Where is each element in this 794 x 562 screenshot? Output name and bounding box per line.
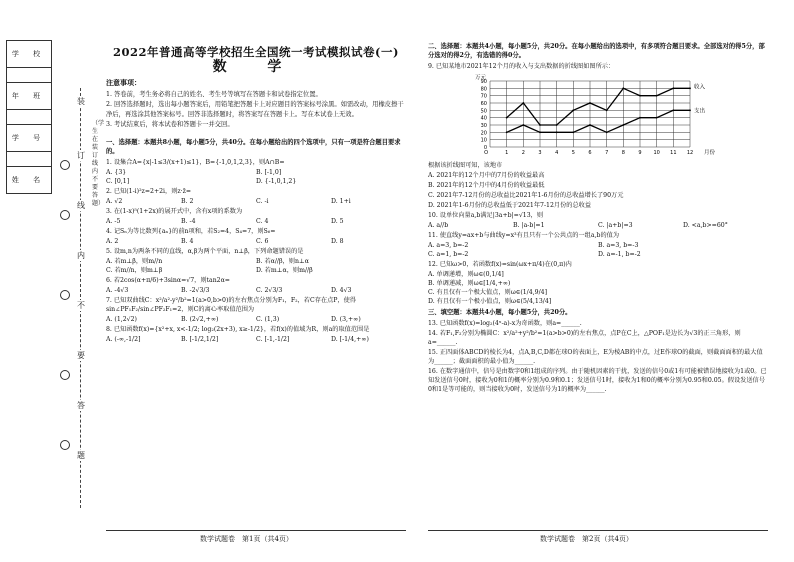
section-heading: 三、填空题：本题共4小题，每小题5分，共20分。 xyxy=(428,309,572,316)
info-field-name[interactable]: 姓 名 xyxy=(7,167,52,194)
question-stem: 9. 已知某地市2021年12个月的收入与支出数据的折线图如图所示： xyxy=(428,63,615,70)
option[interactable]: C. |a+b|=3 xyxy=(598,222,633,229)
question-stem: 6. 若2cos(α+π/6)+3sinα=√7，则tan2α= xyxy=(106,277,230,284)
option[interactable]: B. |a-b|=1 xyxy=(513,222,545,229)
series-line-0 xyxy=(507,88,690,125)
section-heading: 一、选择题：本题共8小题，每小题5分，共40分。在每小题给出的四个选项中，只有一项是符合题目要求的。 xyxy=(106,139,401,155)
info-field-number[interactable]: 学 号 xyxy=(7,125,52,152)
option[interactable]: B. -4 xyxy=(181,218,196,225)
option[interactable]: D. {-1,0,1,2} xyxy=(256,178,297,185)
page-footer-right: 数学试题卷 第2页（共4页） xyxy=(540,535,633,543)
data-point xyxy=(556,124,558,126)
x-tick-label: 9 xyxy=(638,150,642,156)
option[interactable]: A. 2021年的12个月中的7月份的收益最高 xyxy=(428,172,545,179)
fill-question: 13. 已知函数f(x)=log₂(4ˣ-a)-x为奇函数，则a=______. xyxy=(428,320,582,327)
options-row xyxy=(106,335,406,344)
y-tick-label: 30 xyxy=(480,123,487,129)
option[interactable]: A. -4√3 xyxy=(106,287,129,294)
option[interactable]: D. 有且仅有一个极小值点，则ω∈(5/4,13/4] xyxy=(428,298,552,305)
data-point xyxy=(522,124,524,126)
data-point xyxy=(506,131,508,133)
x-axis-label: 月份 xyxy=(704,150,716,156)
option[interactable]: C. [-1,-1/2] xyxy=(256,336,290,343)
option[interactable]: C. -i xyxy=(256,198,269,205)
options-row xyxy=(428,241,768,250)
seal-char: 装 xyxy=(74,96,88,107)
binding-hole xyxy=(60,290,70,300)
section1-questions xyxy=(106,158,406,344)
data-point xyxy=(606,109,608,111)
y-tick-label: 40 xyxy=(480,115,487,122)
option[interactable]: B. -2√3/3 xyxy=(181,287,210,294)
x-tick-label: 4 xyxy=(555,150,559,156)
section2-questions xyxy=(428,211,768,306)
y-tick-label: 50 xyxy=(480,108,487,115)
x-tick-label: 11 xyxy=(670,150,677,156)
data-point xyxy=(656,117,658,119)
option[interactable]: A. a//b xyxy=(428,222,449,229)
option[interactable]: A. 2 xyxy=(106,238,119,245)
seal-char: 线 xyxy=(74,200,88,211)
option[interactable]: B. 2021年的12个月中的4月份的收益最低 xyxy=(428,182,545,189)
series-line-1 xyxy=(507,110,690,132)
seal-char: 订 xyxy=(74,150,88,161)
option[interactable]: D. (3,+∞) xyxy=(331,316,361,323)
binding-hole xyxy=(60,440,70,450)
x-tick-label: 5 xyxy=(571,150,575,156)
option[interactable]: B. a=3, b=-3 xyxy=(598,242,639,249)
x-tick-label: 7 xyxy=(605,150,609,156)
fill-question: 15. 正四面体ABCD的棱长为4，点A,B,C,D都在球O的表面上，E为棱AB的中点，过E作球O的截面，则截面面积的最大值为______；截面面积的最小值为______. xyxy=(428,349,763,365)
data-point xyxy=(572,131,574,133)
option[interactable]: B. 4 xyxy=(181,238,194,245)
option[interactable]: B. 若α//β，则n⊥α xyxy=(256,258,309,265)
right-column xyxy=(428,40,768,395)
option[interactable]: D. 8 xyxy=(331,238,344,245)
data-point xyxy=(572,109,574,111)
series-label: 支出 xyxy=(694,108,706,115)
y-tick-label: 80 xyxy=(480,86,487,93)
option[interactable]: D. <a,b>=60° xyxy=(683,222,728,229)
option[interactable]: A. √2 xyxy=(106,198,123,205)
y-tick-label: 90 xyxy=(480,79,487,85)
question-text: 根据该折线图可知，该地市 xyxy=(428,162,503,169)
x-tick-label: 6 xyxy=(588,150,592,156)
option[interactable]: C. 4 xyxy=(256,218,269,225)
option[interactable]: B. (2√2,+∞) xyxy=(181,316,219,323)
binding-note: （学生在装订线内不要答题） xyxy=(92,120,105,207)
option[interactable]: C. 有且仅有一个极大值点，则ω∈(1/4,9/4] xyxy=(428,289,548,296)
question-stem: 7. 已知双曲线C：x²/a²-y²/b²=1(a>0,b>0)的左右焦点分别为F₁，F₂，若C存在点P，使得sin∠PF₁F₂/sin∠PF₂F₁=2，则C的离心率取值范围为 xyxy=(106,297,356,313)
option[interactable]: A. 若m⊥β，则m//n xyxy=(106,258,163,265)
info-field-school[interactable]: 学 校 xyxy=(7,41,52,68)
option[interactable]: A. 单调递增，则ω∈(0,1/4] xyxy=(428,271,504,278)
option[interactable]: C. 2√3/3 xyxy=(256,287,283,294)
left-column xyxy=(106,40,406,344)
option[interactable]: B. 2 xyxy=(181,198,194,205)
x-tick-label: 8 xyxy=(621,150,625,156)
option[interactable]: D. 若m⊥α，则m//β xyxy=(256,267,313,274)
options-row xyxy=(106,197,406,206)
data-point xyxy=(672,109,674,111)
binding-hole xyxy=(60,160,70,170)
student-info-table xyxy=(6,40,52,194)
footer-rule xyxy=(428,530,768,531)
seal-char: 要 xyxy=(74,350,88,361)
data-point xyxy=(506,117,508,119)
data-point xyxy=(672,87,674,89)
seal-char: 题 xyxy=(74,450,88,461)
options-row xyxy=(428,297,768,306)
x-tick-label: 12 xyxy=(686,150,694,156)
option[interactable]: C. 6 xyxy=(256,238,269,245)
y-tick-label: 70 xyxy=(480,93,487,100)
options-row xyxy=(428,279,768,288)
data-point xyxy=(556,131,558,133)
options-row xyxy=(428,270,768,279)
options-row xyxy=(106,257,406,266)
data-point xyxy=(689,109,691,111)
income-expense-chart xyxy=(468,73,728,159)
option[interactable]: B. [-1/2,1/2] xyxy=(181,336,219,343)
chart-svg xyxy=(468,73,728,159)
data-point xyxy=(656,95,658,97)
x-tick-label: 3 xyxy=(538,150,542,156)
note-item: 1. 答卷前，考生务必将自己的姓名、考生号等填写在答题卡和试卷指定位置。 xyxy=(106,91,322,98)
data-point xyxy=(589,102,591,104)
option[interactable]: A. a=3, b=-2 xyxy=(428,242,469,249)
option[interactable]: A. (-∞,-1/2] xyxy=(106,336,141,343)
exam-subject: 数 学 xyxy=(212,59,300,75)
data-point xyxy=(689,87,691,89)
option[interactable]: D. 4√3 xyxy=(331,287,352,294)
y-tick-label: 60 xyxy=(480,101,487,107)
section-heading: 二、选择题：本题共4小题，每小题5分，共20分。在每小题给出的选项中，有多项符合题目要求。全部选对的得5分，部分选对的得2分，有选错的得0分。 xyxy=(428,43,765,59)
question-stem: 2. 已知(1-i)²z=2+2i，则z·z̄= xyxy=(106,188,192,195)
option[interactable]: C. (1,3) xyxy=(256,316,280,323)
options-row xyxy=(428,250,768,259)
question-stem: 12. 已知ω>0，若函数f(x)=sin(ωx+π/4)在(0,π)内 xyxy=(428,261,572,268)
options-row xyxy=(106,177,406,186)
option[interactable]: A. {3} xyxy=(106,169,127,176)
option[interactable]: C. 若m//n，则m⊥β xyxy=(106,267,163,274)
data-point xyxy=(606,131,608,133)
option[interactable]: D. 1+i xyxy=(331,198,351,205)
option[interactable]: A. -5 xyxy=(106,218,121,225)
question-stem: 8. 已知函数f(x)={x²+x, x<-1/2; log₂(2x+3), x≥-1/2}，若f(x)的值域为R，则a的取值范围是 xyxy=(106,326,370,333)
data-point xyxy=(639,95,641,97)
series-label: 收入 xyxy=(694,84,706,91)
data-point xyxy=(639,117,641,119)
option[interactable]: C. a=1, b=-2 xyxy=(428,251,469,258)
option[interactable]: A. (1,2√2) xyxy=(106,316,137,323)
note-item: 3. 考试结束后，将本试卷和答题卡一并交回。 xyxy=(106,121,234,128)
option[interactable]: C. 2021年7-12月份的总收益比2021年1-6月份的总收益增长了90万元 xyxy=(428,192,624,199)
data-point xyxy=(622,124,624,126)
seal-char: 内 xyxy=(74,250,88,261)
option[interactable]: D. [-1/4,+∞) xyxy=(331,336,369,343)
option[interactable]: B. 单调递减，则ω∈[1/4,+∞) xyxy=(428,280,511,287)
option[interactable]: B. [-1,0] xyxy=(256,169,282,176)
options-row xyxy=(106,315,406,324)
options-row xyxy=(428,221,768,230)
options-row xyxy=(428,288,768,297)
binding-hole xyxy=(60,210,70,220)
options-row xyxy=(106,237,406,246)
question-stem: 3. 在(1-x)⁵(1+2x)的展开式中，含有x项的系数为 xyxy=(106,208,243,215)
option[interactable]: D. 2021年1-6月份的总收益低于2021年7-12月份的总收益 xyxy=(428,202,592,209)
x-tick-label: 2 xyxy=(521,150,525,156)
exam-title: 2022年普通高等学校招生全国统一考试模拟试卷(一) xyxy=(113,45,399,59)
data-point xyxy=(622,87,624,89)
option[interactable]: D. a=-1, b=-2 xyxy=(598,251,641,258)
notes-heading: 注意事项： xyxy=(106,78,141,87)
question-stem: 11. 使直线y=ax+b与曲线y=x³有且只有一个公共点的一组a,b的值为 xyxy=(428,232,620,239)
options-row xyxy=(106,266,406,275)
page-footer-left: 数学试题卷 第1页（共4页） xyxy=(200,535,293,543)
seal-char: 答 xyxy=(74,400,88,411)
fill-question: 16. 在数字通信中，信号是由数字0和1组成的序列。由于随机因素的干扰，发送的信号0或1有可能被错误地接收为1或0。已知发送信号0时，接收为0和1的概率分别为0.9和0.1；发送信号1时，接收为1和0的概率分别为0.95和0.05。假设发送信号0和1是等可能的，则当接收为0时，发送信号为1的概率为______. xyxy=(428,368,767,393)
data-point xyxy=(522,102,524,104)
option[interactable]: C. [0,1] xyxy=(106,178,130,185)
data-point xyxy=(589,124,591,126)
options-row xyxy=(106,168,406,177)
note-item: 2. 回答选择题时，选出每小题答案后，用铅笔把答题卡上对应题目的答案标号涂黑。如需改动，用橡皮擦干净后，再选涂其他答案标号。回答非选择题时，将答案写在答题卡上。写在本试卷上无效。 xyxy=(106,101,404,118)
question-stem: 5. 设m,n为两条不同的直线，α,β为两个平面，n⊥β，下列命题错误的是 xyxy=(106,248,304,255)
option[interactable]: D. 5 xyxy=(331,218,344,225)
x-tick-label: 1 xyxy=(505,150,509,156)
options-row xyxy=(106,286,406,295)
binding-hole xyxy=(60,370,70,380)
y-tick-label: 0 xyxy=(483,145,487,151)
fill-question: 14. 若F₁,F₂分别为椭圆C：x²/a²+y²/b²=1(a>b>0)的左右焦点，点P在C上，△POF₁是边长为√3的正三角形，则a=______. xyxy=(428,330,741,346)
y-tick-label: 10 xyxy=(480,137,487,144)
question-stem: 10. 设单位向量a,b满足|3a+b|=√13，则 xyxy=(428,212,544,219)
data-point xyxy=(539,131,541,133)
question-stem: 4. 记Sₙ为等比数列{aₙ}的前n项和，若S₂=4，S₄=7，则S₆= xyxy=(106,228,276,235)
data-point xyxy=(539,124,541,126)
seal-char: 不 xyxy=(74,300,88,311)
x-tick-label: 10 xyxy=(653,150,660,156)
footer-rule xyxy=(106,530,406,531)
options-row xyxy=(106,217,406,226)
origin-label: O xyxy=(484,150,488,156)
y-tick-label: 20 xyxy=(480,130,487,137)
info-field-class[interactable]: 年 班 xyxy=(7,83,52,110)
y-axis-label: 万元 xyxy=(474,75,486,81)
question-stem: 1. 设集合A={x|-1≤3/(x+1)≤1}，B={-1,0,1,2,3}，则A∩B= xyxy=(106,159,285,166)
